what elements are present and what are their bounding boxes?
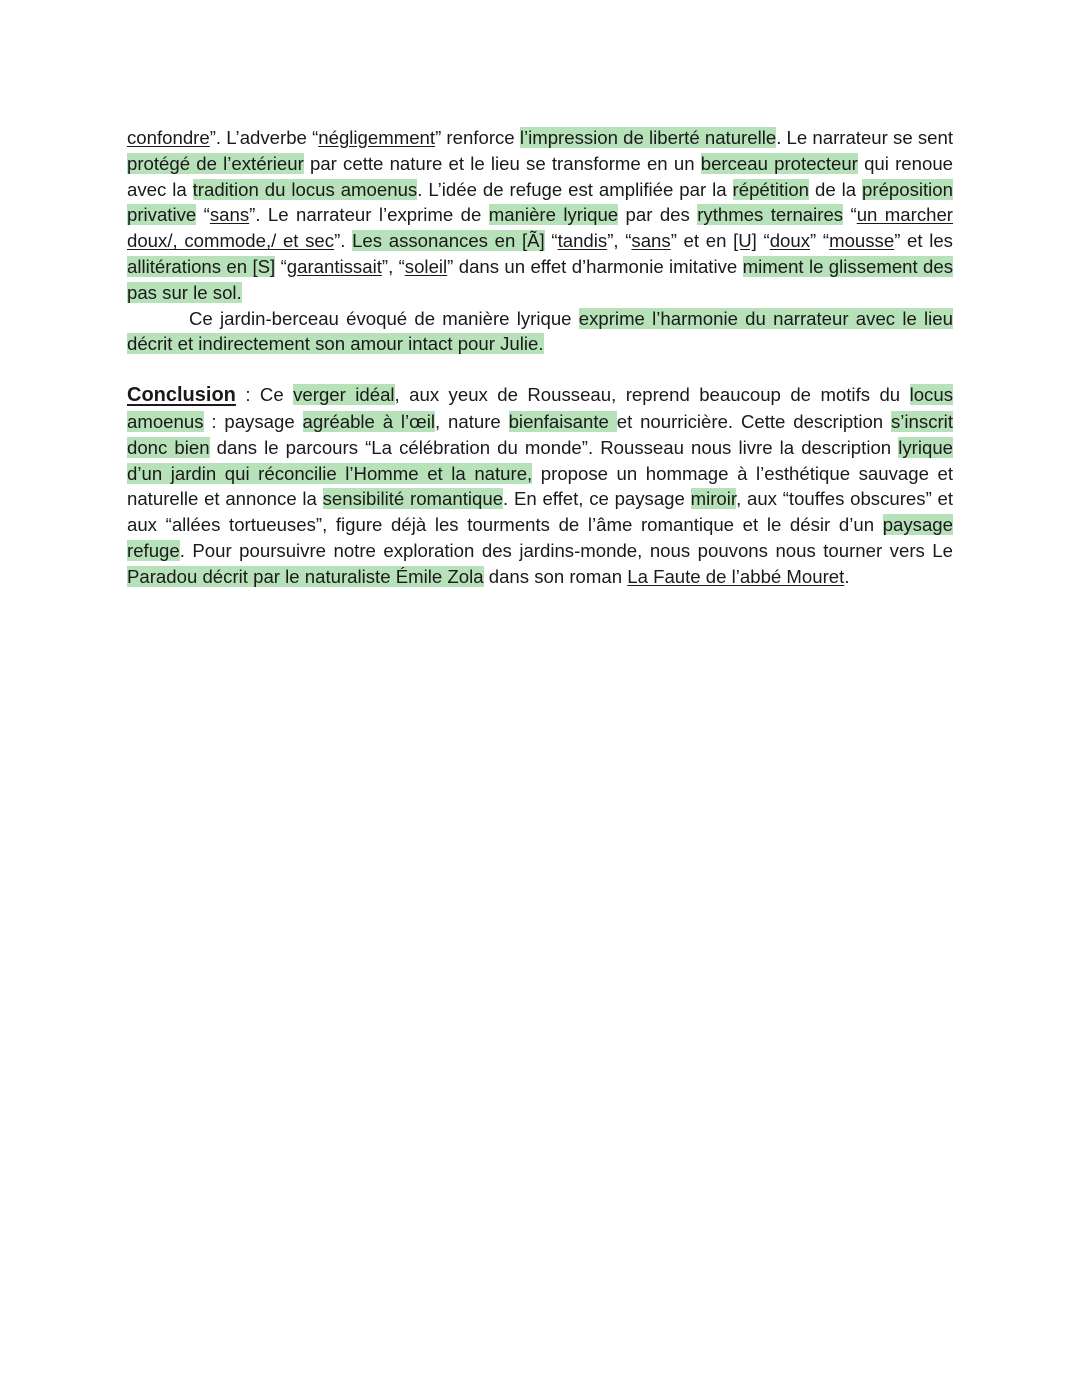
text-run: ” dans un effet d’harmonie imitative: [447, 255, 743, 277]
underlined-quote: sans: [631, 230, 671, 252]
text-run: ” renforce: [435, 127, 520, 148]
text-run: : Ce: [235, 384, 294, 406]
document-page: [127, 125, 953, 590]
highlighted-text: verger idéal: [293, 384, 395, 406]
highlighted-text: s’inscrit donc bien: [127, 410, 953, 458]
text-run: ”. Le narrateur l’exprime de: [249, 204, 489, 226]
underlined-quote: mousse: [829, 230, 895, 252]
text-run: , aux yeux de Rousseau, reprend beaucoup de motifs du: [394, 384, 910, 406]
highlighted-text: lyrique d’un jardin qui réconcilie l’Homme et la nature,: [127, 436, 954, 484]
text-run: de la: [809, 178, 863, 200]
highlighted-text: locus amoenus: [127, 384, 953, 432]
text-run: . L’idée de refuge est amplifiée par la: [417, 178, 733, 200]
highlighted-text: manière lyrique: [488, 204, 619, 226]
text-run: , nature: [435, 410, 509, 432]
text-run: ” et les: [894, 230, 953, 252]
text-run: .: [844, 565, 850, 587]
highlighted-text: agréable à l’œil: [302, 410, 435, 432]
highlighted-text: miroir: [690, 488, 737, 510]
text-run: qui renoue avec la: [127, 152, 953, 200]
highlighted-text: sensibilité romantique: [322, 488, 504, 510]
underlined-quote: soleil: [404, 255, 448, 277]
underlined-quote: tandis: [557, 230, 608, 252]
text-run: “: [756, 230, 770, 252]
conclusion-heading: Conclusion: [127, 384, 236, 407]
text-run: et nourricière. Cette description: [616, 410, 891, 432]
text-run: “: [275, 255, 287, 277]
text-run: dans son roman: [483, 565, 628, 587]
text-run: . Pour poursuivre notre exploration des jardins-monde, nous pouvons nous tourner vers Le: [179, 539, 953, 561]
underlined-quote: La Faute de l’abbé Mouret: [627, 565, 845, 587]
conclusion-paragraph: [127, 382, 953, 589]
underlined-quote: doux: [769, 230, 811, 252]
text-run: . Le narrateur se sent: [776, 127, 953, 148]
highlighted-text: tradition du locus amoenus: [192, 178, 418, 200]
highlighted-text: protégé de l’extérieur: [127, 152, 304, 174]
text-run: ”.: [334, 230, 353, 252]
text-run: “: [544, 230, 558, 252]
text-run: par des: [618, 204, 698, 226]
highlighted-text: Paradou décrit par le naturaliste Émile Zola: [127, 565, 484, 587]
text-run: par cette nature et le lieu se transforme en un: [303, 152, 701, 174]
underlined-quote: un marcher doux/, commode,/ et sec: [127, 204, 953, 252]
highlighted-text: allitérations en [S]: [127, 255, 276, 277]
highlighted-text: bienfaisante: [508, 410, 617, 432]
highlighted-text: l’impression de liberté naturelle: [519, 127, 777, 148]
text-run: , aux “touffes obscures” et aux “allées tortueuses”, figure déjà les tourments de l’âme romantique et le désir d’un: [127, 488, 954, 536]
text-run: : paysage: [203, 410, 303, 432]
highlighted-text: miment le glissement des pas sur le sol.: [127, 255, 954, 303]
highlighted-text: répétition: [732, 178, 810, 200]
text-run: ”, “: [381, 255, 405, 277]
text-run: ” et en: [670, 230, 734, 252]
text-run: “: [196, 204, 210, 226]
summary-paragraph: [127, 306, 953, 358]
underlined-quote: garantissait: [286, 255, 382, 277]
underlined-quote: confondre: [127, 127, 210, 148]
text-run: “: [843, 204, 857, 226]
highlighted-text: préposition privative: [127, 178, 953, 226]
text-run: . En effet, ce paysage: [503, 488, 691, 510]
text-run: dans le parcours “La célébration du monde”. Rousseau nous livre la description: [209, 436, 899, 458]
text-run: ”, “: [607, 230, 632, 252]
highlighted-text: rythmes ternaires: [697, 204, 844, 226]
underlined-quote: sans: [209, 204, 250, 226]
text-run: ”. L’adverbe “: [209, 127, 319, 148]
text-run: propose un hommage à l’esthétique sauvage et naturelle et annonce la: [127, 462, 953, 510]
highlighted-text: Les assonances en [Ã]: [352, 230, 545, 252]
text-run: Ce jardin-berceau évoqué de manière lyrique: [189, 307, 579, 329]
text-run: ” “: [810, 230, 830, 252]
highlighted-text: paysage refuge: [127, 514, 953, 561]
highlighted-text: exprime l’harmonie du narrateur avec le lieu décrit et indirectement son amour intact pour Julie.: [127, 307, 953, 355]
highlighted-text: berceau protecteur: [700, 152, 858, 174]
analysis-paragraph: [127, 125, 953, 306]
underlined-quote: négligemment: [318, 127, 436, 148]
conclusion-body: [127, 384, 953, 587]
underlined-quote: [U]: [733, 230, 757, 252]
